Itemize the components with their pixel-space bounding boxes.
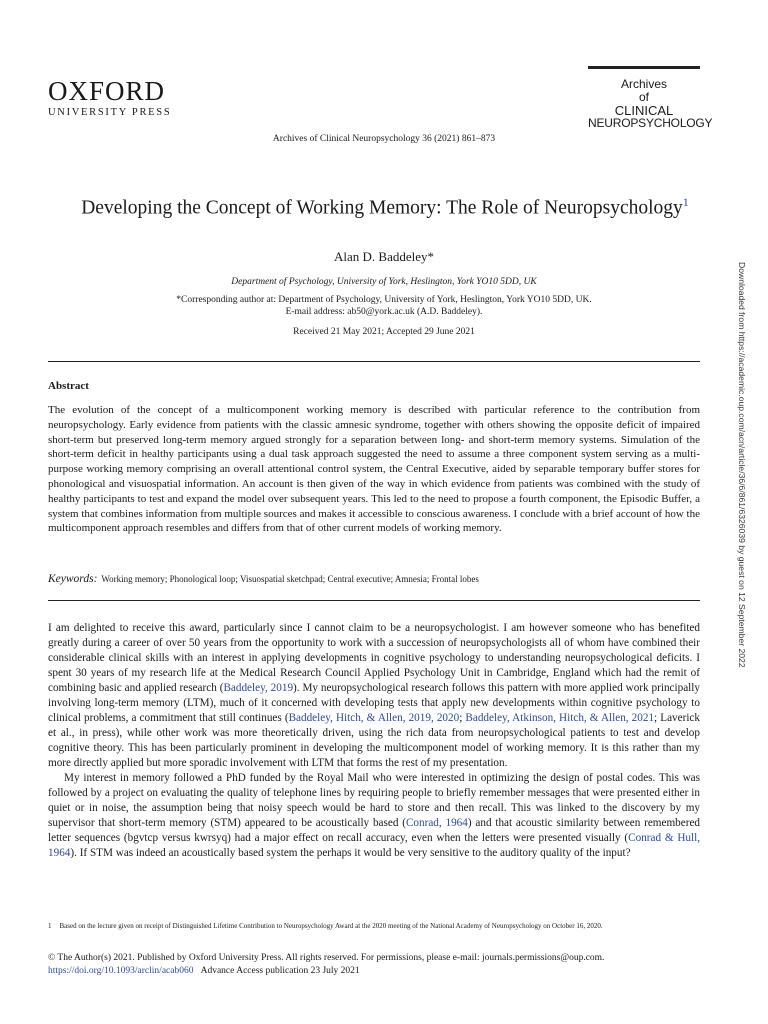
correspondence-email: E-mail address: ab50@york.ac.uk (A.D. Baddeley). bbox=[285, 307, 483, 317]
footnote bbox=[48, 922, 700, 930]
journal-logo-line: of bbox=[638, 90, 649, 104]
journal-logo bbox=[588, 66, 713, 142]
footnote-text: Based on the lecture given on receipt of Distinguished Lifetime Contribution to Neuropsychology Award at the 2020 meeting of the National Academy of Neuropsychology on October 16, 2020. bbox=[59, 922, 603, 930]
article-title bbox=[80, 190, 690, 221]
paragraph-text: ) and that acoustic similarity between remembered letter sequences (bgvtcp versus kwrsyq) had a major effect on recall accuracy, even when the letters were presented visually ( bbox=[48, 817, 701, 844]
paragraph bbox=[48, 621, 700, 771]
publisher-name: OXFORD bbox=[48, 76, 166, 106]
copyright-line: © The Author(s) 2021. Published by Oxford University Press. All rights reserved. For permissions, please e-mail: journals.permissions@oup.com. bbox=[48, 953, 605, 963]
received-dates: Received 21 May 2021; Accepted 29 June 2021 bbox=[293, 327, 475, 337]
citation-separator: , bbox=[430, 712, 437, 724]
abstract-text: The evolution of the concept of a multicomponent working memory is described with particular reference to the contribution from neuropsychology. Early evidence from patients with the classic amnesic syndrome, together with others showing the opposite deficit of impaired short-term but preserved long-term memory argued strongly for a separation between long- and short-term memory systems. Simulation of the short-term deficit in healthy participants using a dual task approach suggested the need to assume a three component system serving as a multi-purpose working memory comprising an overall attentional control system, the Central Executive, aided by separable temporary buffer stores for phonological and visuospatial information. An account is then given of the way in which evidence from patients was combined with the study of healthy participants to test and expand the model over subsequent years. This led to the need to propose a fourth component, the Episodic Buffer, a system that combines information from multiple sources and makes it accessible to conscious awareness. I conclude with a brief account of how the multicomponent approach resembles and differs from that of other current models of working memory. bbox=[48, 404, 700, 535]
title-text: Developing the Concept of Working Memory: The Role of Neuropsychology bbox=[81, 197, 683, 219]
journal-logo-line: Archives bbox=[620, 77, 667, 91]
author-affiliation: Department of Psychology, University of York, Heslington, York YO10 5DD, UK bbox=[231, 277, 537, 287]
copyright bbox=[48, 952, 700, 978]
paragraph-text: ). If STM was indeed an acoustically based system the perhaps it would be very sensitive to the auditory quality of the input? bbox=[70, 847, 631, 859]
paragraph-text: I am delighted to receive this award, particularly since I cannot claim to be a neuropsychologist. I am however someone who has benefited greatly during a career of over 50 years from the opportunity to work with a succession of neuropsychologists all of whom have combined their considerable clinical skills with an interest in applying developments in cognitive psychology to understanding neuropsychological deficits. I spent 30 years of my research life at the Medical Research Council Applied Psychology Unit in Cambridge, England which had the remit of combining basic and applied research ( bbox=[48, 622, 700, 694]
keywords bbox=[48, 573, 700, 585]
citation-separator: ; bbox=[459, 712, 466, 724]
journal-logo-line: CLINICAL bbox=[614, 103, 674, 118]
author-name: Alan D. Baddeley* bbox=[333, 249, 434, 264]
citation-link[interactable]: Conrad & Hull, 1964 bbox=[48, 832, 701, 859]
correspondence-address: *Corresponding author at: Department of Psychology, University of York, Heslington, York YO10 5DD, UK. bbox=[176, 295, 592, 305]
oxford-logo bbox=[48, 78, 171, 118]
article-body bbox=[48, 621, 700, 861]
citation-link[interactable]: Baddeley, 2019 bbox=[223, 682, 294, 694]
paragraph bbox=[48, 771, 700, 861]
download-watermark: Downloaded from https://academic.oup.com/acn/article/36/6/861/6326039 by guest on 12 September 2022 bbox=[737, 262, 747, 668]
divider bbox=[48, 600, 700, 601]
journal-logo-line: NEUROPSYCHOLOGY bbox=[588, 116, 713, 130]
abstract-heading: Abstract bbox=[48, 380, 89, 392]
citation-link[interactable]: Baddeley, Atkinson, Hitch, & Allen, 2021 bbox=[465, 712, 655, 724]
divider bbox=[48, 361, 700, 362]
paragraph-text: ; Laverick et al., in press), while other work was more theoretically driven, using the rich data from neuropsychological patients to test and develop cognitive theory. This has been particularly prominent in developing the multicomponent model of working memory. It is this rather than my more directly applied but more sporadic involvement with LTM that forms the rest of my presentation. bbox=[48, 712, 700, 769]
doi-link[interactable]: https://doi.org/10.1093/arclin/acab060 bbox=[48, 966, 194, 976]
keywords-list: Working memory; Phonological loop; Visuospatial sketchpad; Central executive; Amnesia; Frontal lobes bbox=[101, 574, 479, 584]
paragraph-text: ). My neuropsychological research follows this pattern with more applied work principally involving long-term memory (LTM), much of it concerned with developing tests that apply new developments within cognitive psychology to clinical problems, a commitment that still continues ( bbox=[48, 682, 700, 724]
paragraph-text: My interest in memory followed a PhD funded by the Royal Mail who were interested in optimizing the design of postal codes. This was followed by a project on evaluating the quality of telephone lines by requiring people to briefly remember messages that were presented either in quiet or in noise, the assumption being that noisy speech would be hard to store and then recall. This was linked to the discovery by my supervisor that short-term memory (STM) appeared to be acoustically based ( bbox=[48, 772, 700, 829]
publisher-sub: UNIVERSITY PRESS bbox=[48, 107, 172, 118]
correspondence bbox=[0, 294, 768, 318]
citation-link[interactable]: Conrad, 1964 bbox=[405, 817, 468, 829]
advance-access: Advance Access publication 23 July 2021 bbox=[200, 966, 360, 976]
footnote-number: 1 bbox=[48, 922, 52, 930]
journal-citation: Archives of Clinical Neuropsychology 36 (2021) 861–873 bbox=[272, 134, 496, 144]
citation-link[interactable]: Baddeley, Hitch, & Allen, 2019 bbox=[288, 712, 431, 724]
title-footnote-mark[interactable]: 1 bbox=[682, 195, 689, 209]
citation-link[interactable]: 2020 bbox=[436, 712, 460, 724]
keywords-label: Keywords: bbox=[48, 573, 98, 585]
